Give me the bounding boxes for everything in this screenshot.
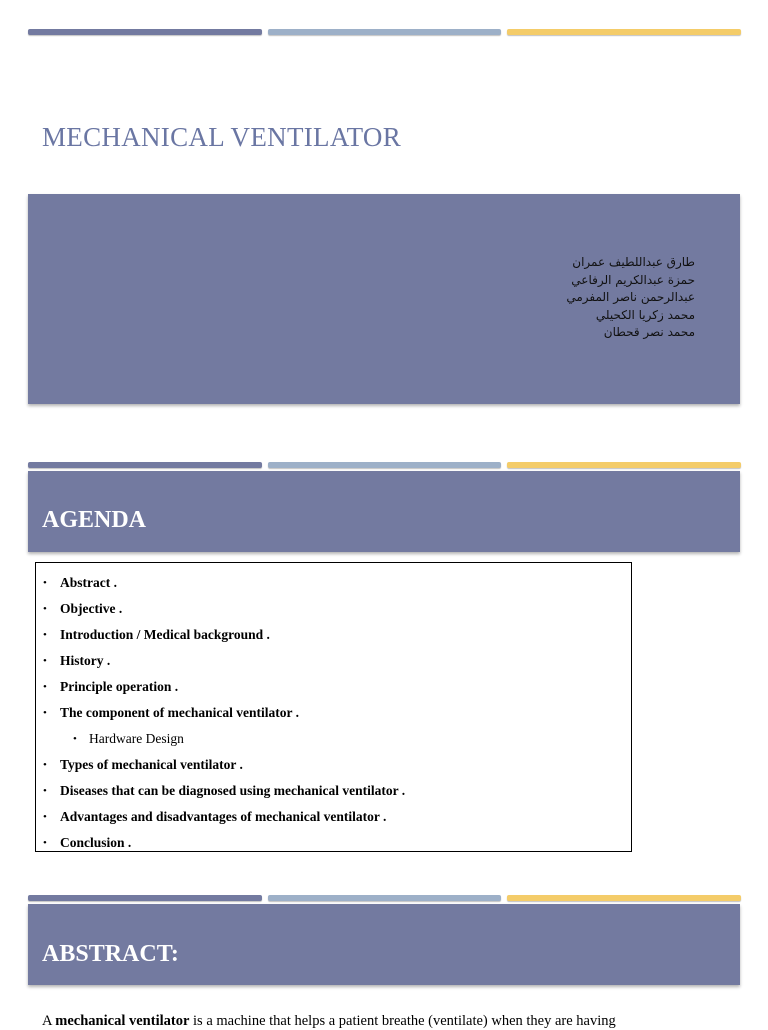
agenda-item-label: Advantages and disadvantages of mechanical ventilator . bbox=[60, 809, 387, 824]
agenda-item-label: The component of mechanical ventilator . bbox=[60, 705, 299, 720]
agenda-title: AGENDA bbox=[42, 507, 147, 533]
agenda-banner bbox=[28, 471, 740, 552]
header-stripe-light bbox=[268, 895, 501, 901]
header-stripe-dark bbox=[28, 29, 262, 35]
abstract-banner bbox=[28, 904, 740, 985]
header-stripe-light bbox=[268, 29, 501, 35]
authors-banner bbox=[28, 194, 740, 404]
abstract-bold-term: mechanical ventilator bbox=[55, 1013, 190, 1029]
agenda-item-label: Conclusion . bbox=[60, 835, 132, 850]
agenda-item-label: Principle operation . bbox=[60, 679, 179, 694]
author-name: حمزة عبدالكريم الرفاعي bbox=[571, 272, 695, 287]
agenda-box: • Abstract . • Objective . • Introduction / Medical background . • History . • Principle operation . • The component of mechanical ventilator . • Hardware Design • Types of mechanical ventilator . • Diseases that can be diagnosed using mechanical ventilator . • Advantages and disadvantages of mechanical ventilator . • Conclusion . bbox=[35, 562, 632, 852]
authors-list bbox=[566, 254, 695, 342]
author-name: طارق عبداللطيف عمران bbox=[572, 255, 695, 269]
header-stripe-light bbox=[268, 462, 501, 468]
abstract-paragraph: A mechanical ventilator is a machine that helps a patient breathe (ventilate) when they are having bbox=[42, 1013, 616, 1029]
agenda-item-label: Types of mechanical ventilator . bbox=[60, 757, 243, 772]
header-stripe-dark bbox=[28, 462, 262, 468]
agenda-item-label: History . bbox=[60, 653, 111, 668]
header-stripe-gold bbox=[507, 895, 741, 901]
slide-title: MECHANICAL VENTILATOR bbox=[42, 122, 402, 152]
header-stripe-dark bbox=[28, 895, 262, 901]
agenda-item-label: Abstract . bbox=[60, 575, 117, 590]
agenda-subitem-label: Hardware Design bbox=[89, 731, 184, 746]
author-name: محمد نصر قحطان bbox=[603, 325, 695, 339]
author-name: محمد زكريا الكحيلي bbox=[595, 307, 695, 322]
agenda-item-label: Introduction / Medical background . bbox=[60, 627, 270, 642]
abstract-title: ABSTRACT: bbox=[42, 941, 179, 967]
author-name: عبدالرحمن ناصر المفرمي bbox=[566, 290, 695, 304]
header-stripe-gold bbox=[507, 29, 741, 35]
header-stripe-gold bbox=[507, 462, 741, 468]
agenda-item-label: Diseases that can be diagnosed using mechanical ventilator . bbox=[60, 783, 406, 798]
agenda-item-label: Objective . bbox=[60, 601, 123, 616]
